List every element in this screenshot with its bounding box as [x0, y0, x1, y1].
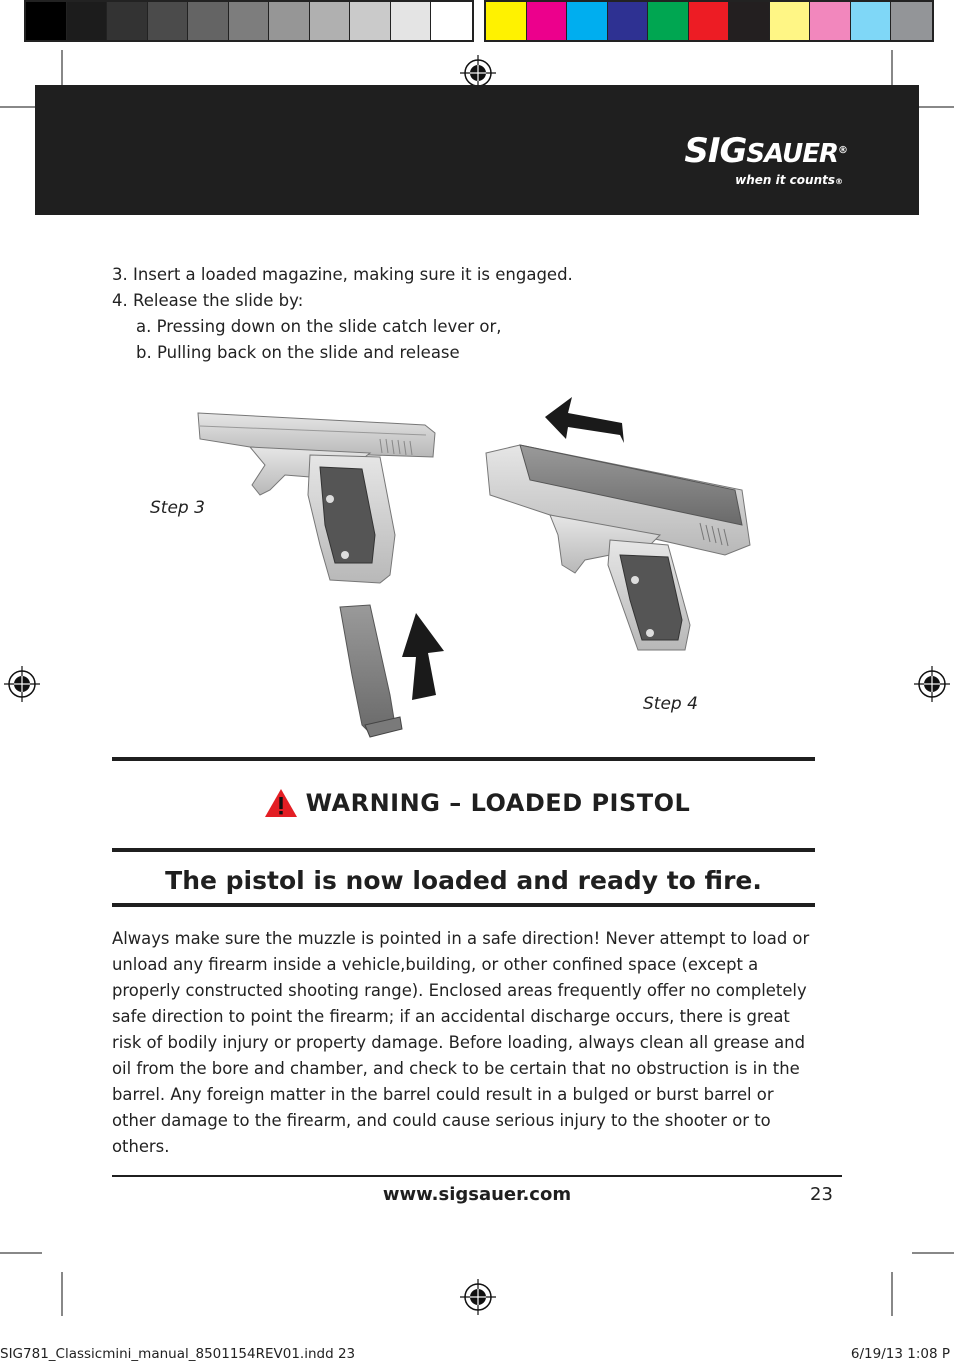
pistol-step3-icon	[198, 413, 435, 583]
warning-middle-rule	[112, 848, 815, 852]
warning-triangle-icon	[264, 788, 298, 818]
warning-body: Always make sure the muzzle is pointed in a safe direction! Never attempt to load or unload any firearm inside a vehicle,building, or other confined space (except a properly constructed shooting range). Enclosed areas frequently offer no completely safe direction to point the firearm; if an accidental discharge occurs, there is great risk of bodily injury or property damage. Before loading, always clean all grease and oil from the bore and chamber, and check to be certain that no obstruction is in the barrel. Any foreign matter in the barrel could result in a bulged or burst barrel or other damage to the firearm, and could cause serious injury to the shooter or to others.	[112, 929, 810, 1156]
pistol-step4-icon	[486, 445, 750, 650]
slug-date: 6/19/13 1:08 P	[850, 1346, 950, 1362]
step-3-text: 3. Insert a loaded magazine, making sure it is engaged.	[112, 265, 573, 284]
step-4b-text: b. Pulling back on the slide and release	[136, 343, 460, 362]
sig-sauer-logo: SIGSAUER® when it counts®	[684, 131, 847, 187]
arrow-back-icon	[545, 397, 624, 443]
page-number: 23	[810, 1184, 833, 1205]
loading-steps	[112, 262, 573, 366]
slug-filename: SIG781_Classicmini_manual_8501154REV01.indd 23	[0, 1346, 356, 1362]
footer-rule	[112, 1175, 842, 1177]
footer-url: www.sigsauer.com	[382, 1184, 572, 1205]
arrow-up-icon	[402, 613, 444, 700]
warning-top-rule	[112, 757, 815, 761]
loading-illustration	[190, 395, 760, 740]
step-3-label: Step 3	[150, 498, 205, 518]
logo-sig: SIG	[684, 131, 747, 171]
warning-bottom-rule	[112, 903, 815, 907]
logo-sauer: SAUER	[746, 139, 838, 169]
header-band	[35, 85, 919, 215]
step-4-label: Step 4	[643, 694, 698, 714]
warning-title: WARNING – LOADED PISTOL	[305, 789, 691, 817]
step-4a-text: a. Pressing down on the slide catch lever or,	[136, 317, 502, 336]
magazine-icon	[340, 605, 402, 737]
loaded-headline: The pistol is now loaded and ready to fire.	[165, 866, 762, 895]
step-4-text: 4. Release the slide by:	[112, 291, 304, 310]
warning-title-row	[0, 788, 954, 818]
logo-tagline: when it counts	[735, 173, 835, 187]
